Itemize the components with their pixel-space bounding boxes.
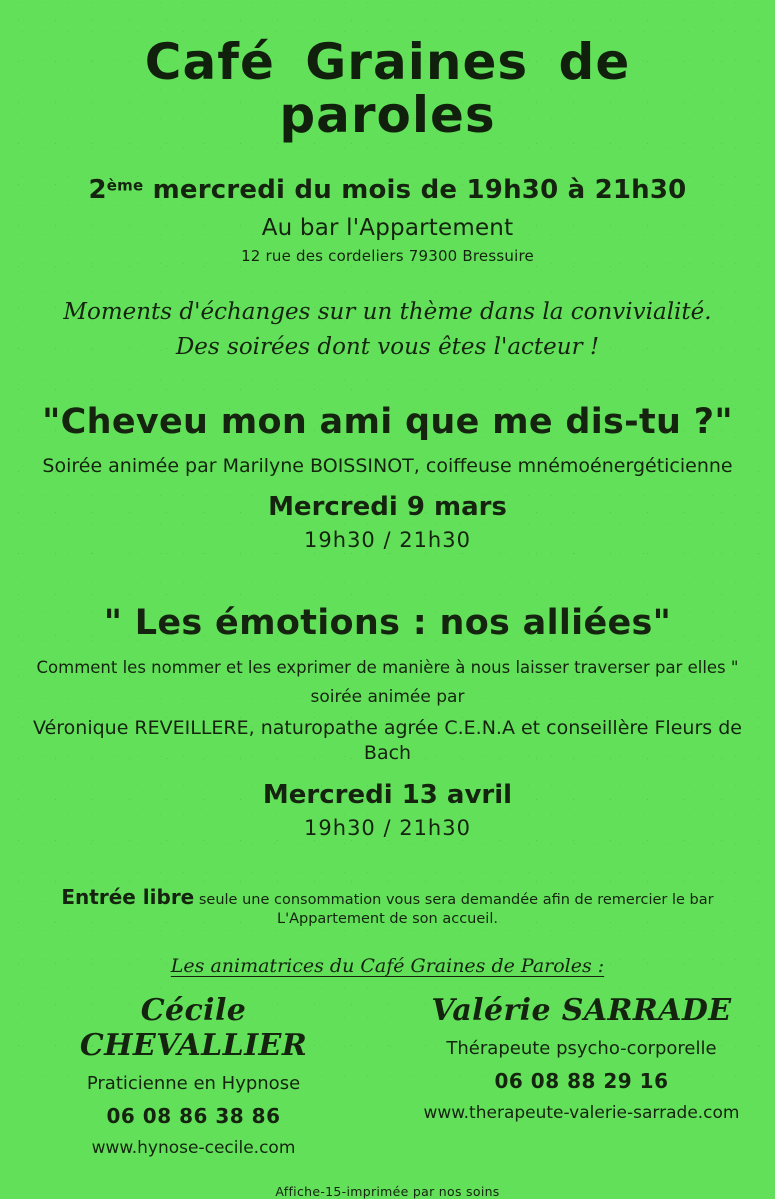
event-2-subtitle: Comment les nommer et les exprimer de manière à nous laisser traverser par elles " bbox=[36, 657, 739, 677]
host-card-2 bbox=[417, 993, 747, 1158]
event-2-subtitle-2: soirée animée par bbox=[310, 687, 465, 708]
schedule-rest: mercredi du mois de 19h30 à 21h30 bbox=[143, 175, 687, 205]
intro-line-1: Moments d'échanges sur un thème dans la convivialité. bbox=[63, 299, 712, 325]
event-1-date: Mercredi 9 mars bbox=[268, 492, 507, 523]
schedule-line bbox=[26, 175, 749, 205]
schedule-ordinal-suffix: ème bbox=[106, 176, 144, 195]
host-2-website[interactable]: www.therapeute-valerie-sarrade.com bbox=[423, 1102, 740, 1123]
entry-free-label: Entrée libre bbox=[61, 884, 195, 909]
event-1-title: "Cheveu mon ami que me dis-tu ?" bbox=[42, 402, 733, 443]
entry-detail: seule une consommation vous sera demandée afin de remercier le bar L'Appartement de son accueil. bbox=[194, 891, 714, 927]
event-1-time: 19h30 / 21h30 bbox=[304, 528, 471, 553]
host-1-website[interactable]: www.hynose-cecile.com bbox=[91, 1137, 296, 1158]
host-2-name: Valérie SARRADE bbox=[431, 992, 732, 1028]
event-2-title: " Les émotions : nos alliées" bbox=[103, 603, 672, 644]
host-2-role: Thérapeute psycho-corporelle bbox=[446, 1037, 717, 1059]
host-2-phone: 06 08 88 29 16 bbox=[494, 1068, 669, 1093]
event-2-subtitle-3: Véronique REVEILLERE, naturopathe agrée C.E.N.A et conseillère Fleurs de Bach bbox=[33, 717, 742, 764]
event-2-time: 19h30 / 21h30 bbox=[304, 815, 471, 840]
host-1-phone: 06 08 86 38 86 bbox=[106, 1103, 281, 1128]
hosts-heading: Les animatrices du Café Graines de Paroles : bbox=[170, 954, 605, 977]
host-1-name: Cécile CHEVALLIER bbox=[79, 992, 308, 1063]
venue-name: Au bar l'Appartement bbox=[261, 215, 514, 241]
hosts-list bbox=[26, 993, 749, 1158]
schedule-prefix: 2 bbox=[88, 175, 107, 205]
footer-note: Affiche-15-imprimée par nos soins bbox=[275, 1183, 500, 1199]
host-card-1 bbox=[29, 993, 359, 1158]
event-1-subtitle: Soirée animée par Marilyne BOISSINOT, coiffeuse mnémoénergéticienne bbox=[42, 454, 733, 477]
intro-line-2: Des soirées dont vous êtes l'acteur ! bbox=[175, 334, 600, 361]
intro-text bbox=[26, 297, 749, 363]
entry-info bbox=[26, 884, 749, 929]
poster-title: Café Graines de paroles bbox=[144, 33, 631, 144]
host-1-role: Praticienne en Hypnose bbox=[86, 1072, 301, 1094]
event-block-2 bbox=[26, 604, 749, 839]
event-2-date: Mercredi 13 avril bbox=[262, 779, 513, 810]
event-block-1 bbox=[26, 403, 749, 552]
venue-address: 12 rue des cordeliers 79300 Bressuire bbox=[241, 247, 534, 265]
